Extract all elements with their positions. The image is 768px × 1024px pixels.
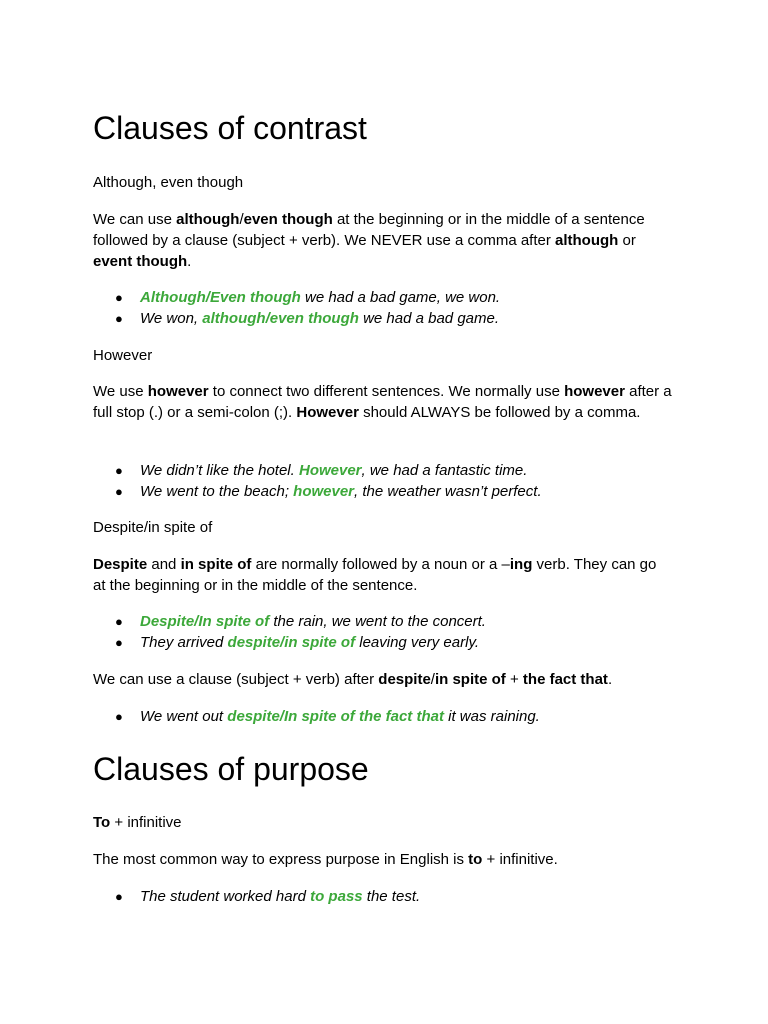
heading-clauses-of-contrast: Clauses of contrast [93, 110, 367, 146]
example-item: ● We won, although/even though we had a bad game. [115, 310, 500, 327]
subheading-although: Although, even though [93, 174, 244, 191]
bullet-icon: ● [115, 889, 123, 904]
example-item: ● We went to the beach; however, the weather wasn’t perfect. [115, 483, 542, 500]
example-list-although [93, 287, 693, 329]
paragraph-despite: Despite and in spite of are normally followed by a noun or a –ing verb. They can go at the beginning or in the middle of the sentence. [93, 556, 657, 594]
example-item: ● We didn’t like the hotel. However, we had a fantastic time. [115, 462, 528, 479]
subheading-however: However [93, 347, 153, 364]
example-list-to-infinitive [93, 886, 693, 907]
bullet-icon: ● [115, 484, 123, 499]
example-list-despite [93, 611, 693, 653]
paragraph-although: We can use although/even though at the beginning or in the middle of a sentence followed by a clause (subject + verb). We NEVER use a comma after although or event though. [93, 211, 645, 270]
bullet-icon: ● [115, 290, 123, 305]
example-item: ● The student worked hard to pass the test. [115, 888, 421, 905]
heading-clauses-of-purpose: Clauses of purpose [93, 751, 369, 787]
example-list-despite-clause [93, 706, 693, 727]
bullet-icon: ● [115, 311, 123, 326]
paragraph-to-infinitive: The most common way to express purpose in English is to + infinitive. [93, 851, 558, 868]
example-item: ● Although/Even though we had a bad game, we won. [115, 289, 501, 306]
bullet-icon: ● [115, 614, 123, 629]
subheading-to-infinitive: To + infinitive [93, 814, 182, 831]
example-item: ● We went out despite/In spite of the fact that it was raining. [115, 708, 540, 725]
bullet-icon: ● [115, 635, 123, 650]
paragraph-despite-clause: We can use a clause (subject + verb) after despite/in spite of + the fact that. [93, 671, 613, 688]
paragraph-however: We use however to connect two different sentences. We normally use however after a full stop (.) or a semi-colon (;). However should ALWAYS be followed by a comma. [93, 383, 672, 421]
subheading-despite: Despite/in spite of [93, 519, 213, 536]
example-item: ● Despite/In spite of the rain, we went to the concert. [115, 613, 486, 630]
example-item: ● They arrived despite/in spite of leaving very early. [115, 634, 480, 651]
example-list-however [93, 460, 693, 502]
bullet-icon: ● [115, 709, 123, 724]
bullet-icon: ● [115, 463, 123, 478]
